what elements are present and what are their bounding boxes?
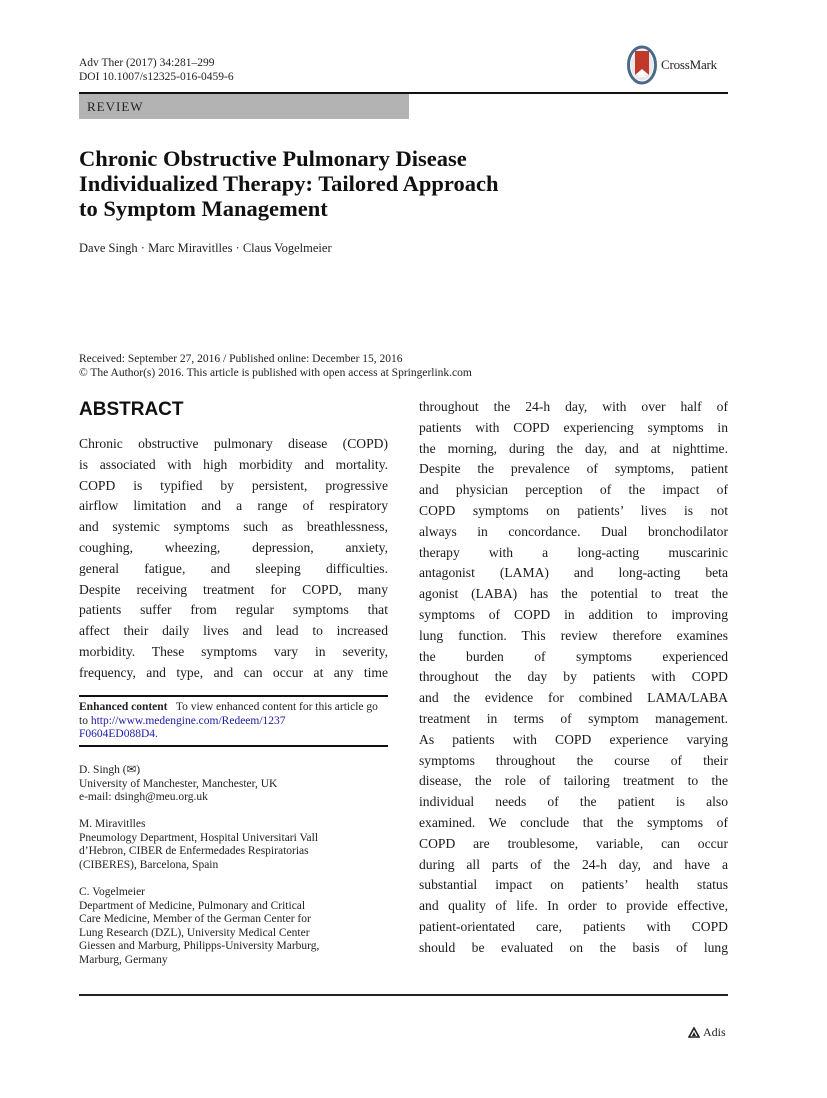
enhanced-content-box	[79, 701, 388, 742]
affiliation-line: University of Manchester, Manchester, UK	[79, 777, 278, 790]
crossmark-badge[interactable]	[627, 45, 717, 85]
abstract-line: Chronic obstructive pulmonary disease (COPD)	[79, 436, 388, 451]
abstract-line: throughout the 24-h day, with over half of	[419, 399, 728, 414]
abstract-line: treatment in terms of symptom management.	[419, 710, 728, 726]
affiliation-vogelmeier	[79, 886, 388, 967]
abstract-line: and the evidence for combined LAMA/LABA	[419, 690, 728, 706]
copyright-notice: © The Author(s) 2016. This article is published with open access at Springerlink.com	[79, 367, 472, 379]
publisher-logo	[688, 1025, 726, 1040]
received-date: Received: September 27, 2016 / Published online: December 15, 2016	[79, 353, 403, 365]
abstract-line: frequency, and type, and can occur at any time	[79, 664, 388, 680]
abstract-line: affect their daily lives and lead to increased	[79, 623, 388, 639]
abstract-right-column	[419, 397, 728, 959]
abstract-line: and systemic symptoms such as breathlessness,	[79, 519, 388, 535]
affiliation-line: Pneumology Department, Hospital Universitari Vall	[79, 831, 319, 844]
journal-reference	[79, 56, 234, 84]
abstract-line: airflow limitation and a range of respiratory	[79, 498, 388, 514]
abstract-line: always in concordance. Dual bronchodilator	[419, 523, 728, 539]
enhanced-content-link[interactable]	[79, 715, 286, 741]
title-line: to Symptom Management	[79, 196, 328, 221]
affiliation-line: (CIBERES), Barcelona, Spain	[79, 858, 219, 871]
abstract-line: agonist (LABA) has the potential to treat the	[419, 586, 728, 602]
article-title	[79, 146, 599, 221]
crossmark-label: CrossMark	[661, 57, 717, 72]
title-line: Individualized Therapy: Tailored Approach	[79, 171, 499, 196]
affiliation-name: C. Vogelmeier	[79, 886, 146, 898]
publication-info	[79, 352, 472, 380]
abstract-heading: ABSTRACT	[79, 399, 184, 420]
enhanced-content-label: Enhanced content	[79, 701, 168, 713]
enhanced-content-bottom-rule	[79, 745, 388, 747]
affiliation-line: Marburg, Germany	[79, 953, 168, 966]
abstract-line: patients suffer from regular symptoms that	[79, 602, 388, 618]
link-line[interactable]: http://www.medengine.com/Redeem/1237	[90, 714, 286, 727]
abstract-line: substantial impact on patients’ health status	[419, 877, 728, 893]
abstract-line: lung function. This review therefore examines	[419, 627, 728, 643]
abstract-line: Despite receiving treatment for COPD, many	[79, 581, 388, 597]
crossmark-icon	[627, 45, 657, 85]
abstract-line: should be evaluated on the basis of lung	[419, 939, 728, 955]
journal-citation: Adv Ther (2017) 34:281–299	[79, 57, 215, 69]
affiliation-line: Giessen and Marburg, Philipps-University Marburg,	[79, 940, 320, 952]
footer-rule	[79, 994, 728, 996]
abstract-line: Despite the prevalence of symptoms, patient	[419, 461, 728, 477]
abstract-line: COPD symptoms on patients’ lives is not	[419, 502, 728, 518]
abstract-line: symptoms of COPD in addition to improving	[419, 606, 728, 622]
abstract-line: during all parts of the 24-h day, and have a	[419, 856, 728, 872]
abstract-line: and quality of life. In order to provide effective,	[419, 898, 728, 914]
adis-triangle-icon	[688, 1027, 700, 1038]
link-line[interactable]: F0604ED088D4.	[79, 728, 158, 740]
abstract-line: general fatigue, and sleeping difficulties.	[79, 560, 388, 576]
abstract-line: symptoms throughout the course of their	[419, 752, 728, 768]
affiliation-email[interactable]: e-mail: dsingh@meu.org.uk	[79, 791, 208, 803]
abstract-line: and physician perception of the impact of	[419, 482, 728, 498]
abstract-line: therapy with a long-acting muscarinic	[419, 544, 728, 560]
abstract-line: the morning, during the day, and at nighttime.	[419, 440, 728, 456]
abstract-line: patients with COPD experiencing symptoms in	[419, 419, 728, 435]
abstract-left-column	[79, 434, 388, 684]
publisher-name: Adis	[703, 1025, 726, 1039]
affiliation-line: d’Hebron, CIBER de Enfermedades Respiratorias	[79, 845, 309, 857]
abstract-line: is associated with high morbidity and mortality.	[79, 456, 388, 472]
abstract-line: antagonist (LAMA) and long-acting beta	[419, 565, 728, 581]
abstract-line: As patients with COPD experience varying	[419, 731, 728, 747]
abstract-line: throughout the day by patients with COPD	[419, 669, 728, 685]
abstract-line: coughing, wheezing, depression, anxiety,	[79, 539, 388, 555]
abstract-line: patient-orientated care, patients with COPD	[419, 918, 728, 934]
article-type-band	[79, 94, 409, 119]
doi: DOI 10.1007/s12325-016-0459-6	[79, 71, 234, 83]
abstract-line: disease, the role of tailoring treatment to the	[419, 773, 728, 789]
enhanced-content-top-rule	[79, 695, 388, 697]
title-line: Chronic Obstructive Pulmonary Disease	[79, 146, 467, 171]
affiliation-line: Care Medicine, Member of the German Center for	[79, 913, 311, 925]
affiliation-name: M. Miravitlles	[79, 818, 146, 830]
abstract-line: morbidity. These symptoms vary in severity,	[79, 643, 388, 659]
affiliation-line: Department of Medicine, Pulmonary and Critical	[79, 899, 306, 912]
affiliation-singh	[79, 764, 388, 805]
author-list: Dave Singh · Marc Miravitlles · Claus Vogelmeier	[79, 241, 332, 255]
article-type-label: REVIEW	[87, 99, 144, 114]
enhanced-content-text: To view enhanced content for this article go to	[79, 701, 378, 727]
abstract-line: COPD is typified by persistent, progressive	[79, 477, 388, 493]
abstract-line: the burden of symptoms experienced	[419, 648, 728, 664]
affiliation-line: Lung Research (DZL), University Medical Center	[79, 926, 310, 939]
affiliation-name: D. Singh (✉)	[79, 764, 141, 776]
abstract-line: COPD are troublesome, variable, can occur	[419, 835, 728, 851]
abstract-line: examined. We conclude that the symptoms of	[419, 814, 728, 830]
affiliation-miravitlles	[79, 818, 388, 872]
abstract-line: individual needs of the patient is also	[419, 794, 728, 810]
